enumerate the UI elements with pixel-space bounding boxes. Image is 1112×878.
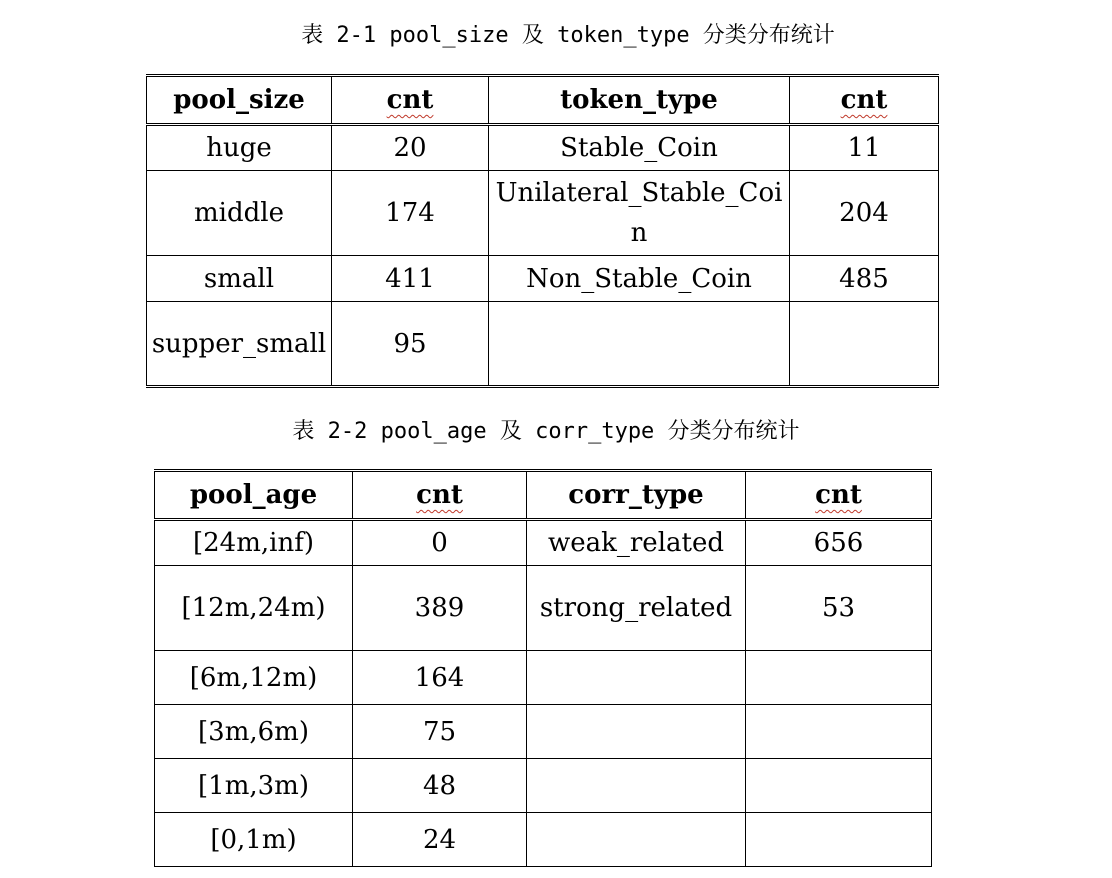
header-corr-type: corr_type [527, 471, 746, 520]
table-cell: 164 [353, 651, 527, 705]
table-cell: small [147, 256, 332, 302]
table-cell [790, 302, 939, 387]
table-cell: 389 [353, 566, 527, 651]
table-cell [527, 705, 746, 759]
table-cell: huge [147, 125, 332, 171]
header-cnt [353, 471, 527, 520]
header-cnt-text: cnt [416, 480, 463, 510]
table-cell [746, 759, 932, 813]
table-row [147, 125, 939, 171]
header-pool-size: pool_size [147, 76, 332, 125]
table-cell [489, 302, 790, 387]
pool-age-corr-type-table [154, 469, 932, 867]
table-row [147, 302, 939, 387]
table-cell: 174 [332, 171, 489, 256]
pool-size-token-type-table [146, 74, 939, 388]
table-cell: [1m,3m) [155, 759, 353, 813]
table-cell: [0,1m) [155, 813, 353, 867]
table-cell: 656 [746, 520, 932, 566]
table-row [155, 566, 932, 651]
table1-caption: 表 2-1 pool_size 及 token_type 分类分布统计 [301, 23, 835, 48]
table-cell: 75 [353, 705, 527, 759]
header-pool-age: pool_age [155, 471, 353, 520]
table-cell: 0 [353, 520, 527, 566]
header-cnt-text: cnt [840, 85, 888, 115]
table-row [147, 256, 939, 302]
header-token-type: token_type [489, 76, 790, 125]
table-cell: 48 [353, 759, 527, 813]
table-cell: 411 [332, 256, 489, 302]
table-cell: 20 [332, 125, 489, 171]
table-row [147, 171, 939, 256]
table-header-row [147, 76, 939, 125]
table-cell: Unilateral_Stable_Coin [489, 171, 790, 256]
table-cell [527, 651, 746, 705]
table-cell: [3m,6m) [155, 705, 353, 759]
header-cnt [332, 76, 489, 125]
table-row [155, 651, 932, 705]
table-cell: [6m,12m) [155, 651, 353, 705]
table-row [155, 520, 932, 566]
table-cell: middle [147, 171, 332, 256]
table-cell: 204 [790, 171, 939, 256]
table-row [155, 813, 932, 867]
table-cell: 53 [746, 566, 932, 651]
table2-caption: 表 2-2 pool_age 及 corr_type 分类分布统计 [292, 419, 800, 444]
header-cnt-text: cnt [386, 85, 434, 115]
header-cnt [746, 471, 932, 520]
table-cell: 485 [790, 256, 939, 302]
table-cell: strong_related [527, 566, 746, 651]
table-row [155, 705, 932, 759]
table-header-row [155, 471, 932, 520]
table-cell [527, 813, 746, 867]
table-cell [527, 759, 746, 813]
header-cnt [790, 76, 939, 125]
table-row [155, 759, 932, 813]
table-cell [746, 651, 932, 705]
table-cell [746, 813, 932, 867]
table-cell: Non_Stable_Coin [489, 256, 790, 302]
table-cell: 11 [790, 125, 939, 171]
table-cell: weak_related [527, 520, 746, 566]
table-cell: Stable_Coin [489, 125, 790, 171]
table-cell: supper_small [147, 302, 332, 387]
table-cell: 24 [353, 813, 527, 867]
header-cnt-text: cnt [815, 480, 862, 510]
table-cell: 95 [332, 302, 489, 387]
table-cell [746, 705, 932, 759]
table-cell: [12m,24m) [155, 566, 353, 651]
table-cell: [24m,inf) [155, 520, 353, 566]
